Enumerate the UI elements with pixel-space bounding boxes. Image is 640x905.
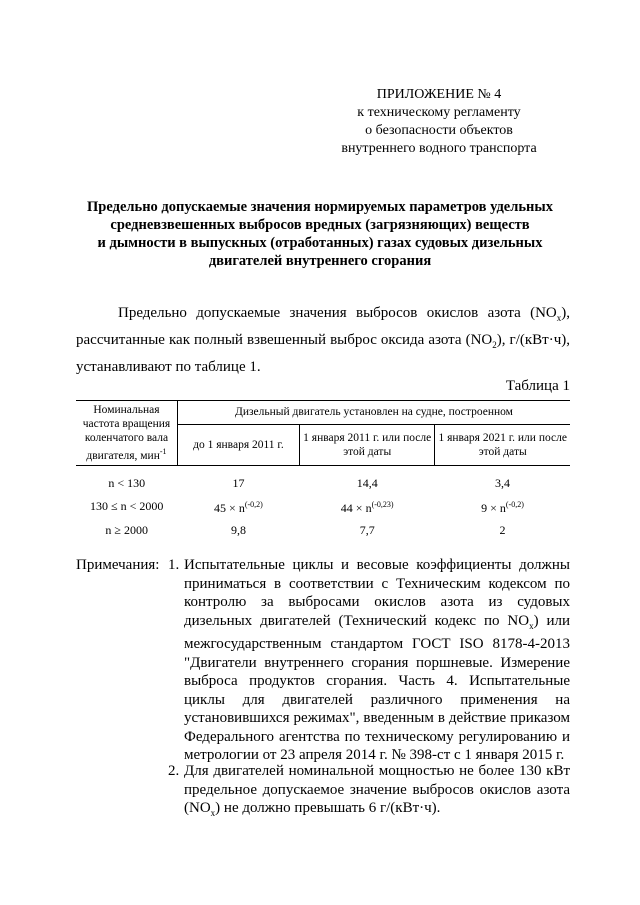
document-title [60,198,580,270]
notes-label: Примечания: [76,557,160,573]
table-row [76,465,570,494]
rowhead-sup: -1 [159,447,167,456]
intro-text-1: Предельно допускаемые значения выбросов окислов азота (NO [118,305,557,321]
note-text-part: ) или межгосударственным стандартом ГОСТ ISO 8178-4-2013 "Двигатели внутреннего сгорания поршневые. Измерение выброса продуктов сгорания. Часть 4. Испытательные циклы для двигателей различного применения на установившихся режимах", введенным в действие приказом Федерального агентства по техническому регулированию и метрологии от 23 апреля 2014 г. № 398-ст с 1 января 2015 г. [184,612,570,763]
intro-text-2: ), рассчитанные как полный взвешенный выброс оксида азота (NO [76,305,570,348]
cell-exponent: (-0,23) [371,499,394,509]
appendix-number: ПРИЛОЖЕНИЕ № 4 [376,87,502,102]
emissions-table [76,400,570,541]
rowhead-cell [76,401,177,466]
cell-value: 2 [499,522,506,537]
intro-sub-x: x [556,313,562,323]
note-number: 1. [168,557,180,573]
table-row [76,494,570,519]
title-line-2: средневзвешенных выбросов вредных (загрязняющих) веществ [110,217,530,233]
intro-sub-2: 2 [492,340,497,350]
cell-value [435,494,570,519]
cell-value: 7,7 [359,522,375,537]
cell-value: 9,8 [230,522,246,537]
cell-exponent: (-0,2) [244,499,263,509]
cell-value: 17 [232,475,245,490]
note-text [184,556,570,765]
note-sub-x: x [529,620,534,631]
row-label: n ≥ 2000 [105,522,149,537]
group-header: Дизельный двигатель установлен на судне, построенном [177,401,570,425]
cell-value: 3,4 [494,475,510,490]
col-header-3: 1 января 2021 г. или после этой даты [435,424,570,465]
note-sub-x: x [210,808,216,818]
intro-paragraph [76,302,570,378]
intro-text-3: ), г/(кВт·ч), устанавливают по таблице 1. [76,332,570,375]
note-text-part: ) не должно превышать 6 г/(кВт·ч). [215,800,441,816]
note-1 [168,556,570,765]
col-header-1: до 1 января 2011 г. [177,424,299,465]
note-text [184,762,570,823]
cell-exponent: (-0,2) [505,499,524,509]
table-label: Таблица 1 [505,378,570,394]
cell-value [299,494,435,519]
note-text-part: Испытательные циклы и весовые коэффициенты должны приниматься в соответствии с Техническим кодексом по контролю за выбросами окислов азота из судовых дизельных двигателей (Технический кодекс по NO [184,557,570,629]
note-2 [168,762,570,823]
cell-base: 44 × n [340,500,372,515]
row-label: n < 130 [108,475,146,490]
appendix-ref-line-3: внутреннего водного транспорта [341,141,537,156]
rowhead-text: Номинальная частота вращения коленчатого вала двигателя, мин [82,404,171,462]
cell-value: 14,4 [356,475,378,490]
title-line-1: Предельно допускаемые значения нормируемых параметров удельных [87,199,553,215]
appendix-ref-line-2: о безопасности объектов [365,123,513,138]
row-label: 130 ≤ n < 2000 [90,499,164,514]
cell-base: 45 × n [214,500,245,515]
note-number: 2. [168,763,180,779]
title-line-4: двигателей внутреннего сгорания [208,253,432,269]
col-header-2: 1 января 2011 г. или после этой даты [299,424,435,465]
cell-value [177,494,299,519]
appendix-ref-line-1: к техническому регламенту [357,105,521,120]
title-line-3: и дымности в выпускных (отработанных) газах судовых дизельных [97,235,543,251]
cell-base: 9 × n [481,500,506,515]
note-text-part: Для двигателей номинальной мощностью не более 130 кВт предельное допускаемое значение выбросов окислов азота (NO [184,763,570,816]
appendix-header [330,86,548,158]
table-row [76,519,570,541]
